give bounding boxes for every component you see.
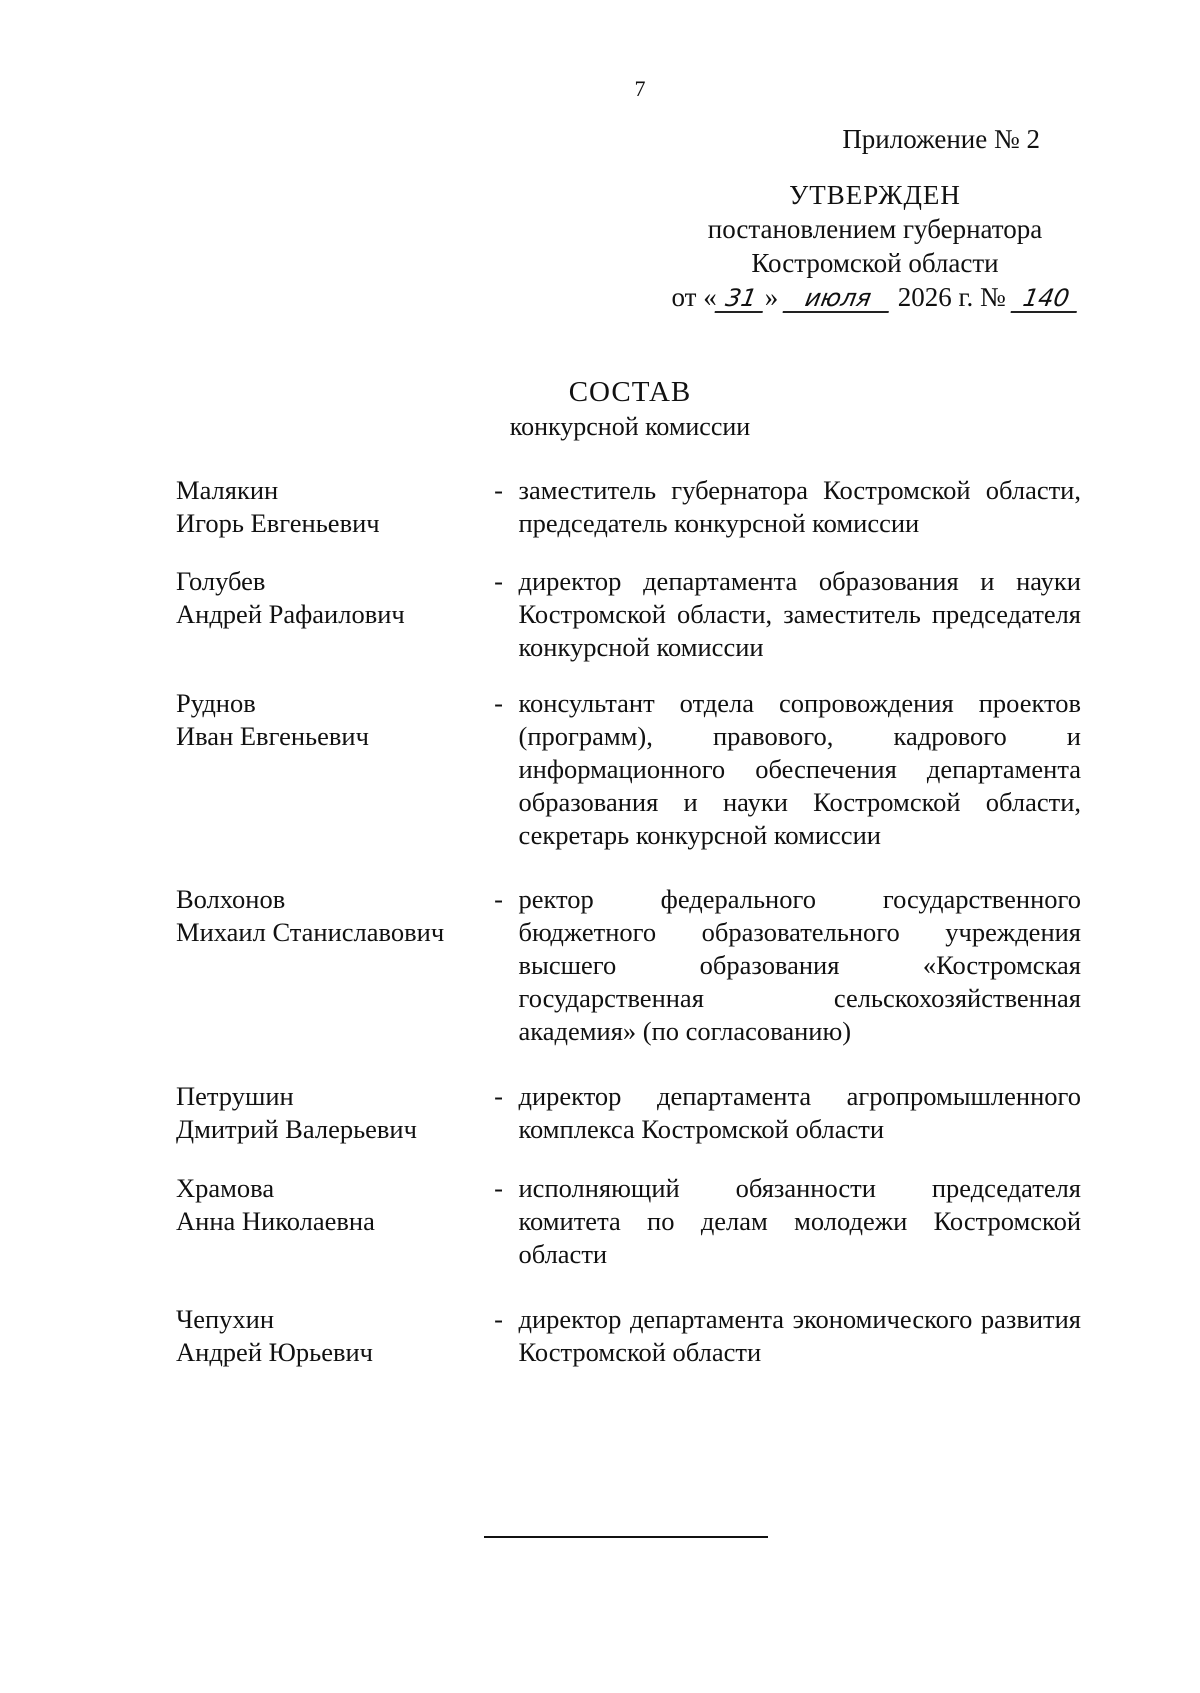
member-dash: - bbox=[494, 566, 503, 596]
member-surname: Чепухин bbox=[176, 1304, 275, 1334]
member-role: исполняющий обязанности председателя комитета по делам молодежи Костромской области bbox=[518, 1173, 1081, 1269]
page-number: 7 bbox=[634, 76, 646, 101]
member-row bbox=[176, 883, 1081, 1048]
member-name bbox=[176, 1303, 475, 1369]
date-prefix: от « bbox=[671, 282, 717, 312]
member-row bbox=[176, 474, 1081, 540]
member-given-names: Иван Евгеньевич bbox=[176, 721, 369, 751]
member-role: директор департамента экономического развития Костромской области bbox=[518, 1304, 1081, 1367]
title-main: СОСТАВ bbox=[568, 376, 692, 408]
member-role: ректор федерального государственного бюджетного образовательного учреждения высшего образования «Костромская государственная сельскохозяйственная академия» (по согласованию) bbox=[518, 884, 1081, 1046]
member-surname: Руднов bbox=[176, 688, 256, 718]
year-text: 2026 г. № bbox=[897, 282, 1006, 312]
member-row bbox=[176, 565, 1081, 664]
member-dash: - bbox=[494, 1173, 503, 1203]
member-role: заместитель губернатора Костромской области, председатель конкурсной комиссии bbox=[518, 475, 1081, 538]
member-row bbox=[176, 1172, 1081, 1271]
member-surname: Петрушин bbox=[176, 1081, 294, 1111]
member-row bbox=[176, 1303, 1081, 1369]
handwritten-day: 31 bbox=[714, 285, 767, 313]
member-given-names: Дмитрий Валерьевич bbox=[176, 1114, 417, 1144]
member-name bbox=[176, 687, 475, 852]
member-dash: - bbox=[494, 1081, 503, 1111]
member-given-names: Андрей Рафаилович bbox=[176, 599, 405, 629]
day-suffix: » bbox=[764, 282, 779, 312]
member-name bbox=[176, 883, 475, 1048]
approval-date-line bbox=[650, 280, 1100, 314]
closing-rule bbox=[484, 1536, 768, 1538]
title-sub: конкурсной комиссии bbox=[509, 412, 751, 441]
member-role: директор департамента образования и науки Костромской области, заместитель председателя конкурсной комиссии bbox=[518, 566, 1081, 662]
member-name bbox=[176, 565, 475, 664]
member-name bbox=[176, 1172, 475, 1271]
member-surname: Волхонов bbox=[176, 884, 286, 914]
handwritten-month: июля bbox=[782, 285, 893, 313]
approval-block bbox=[650, 122, 1100, 314]
member-given-names: Михаил Станиславович bbox=[176, 917, 445, 947]
approved-heading: УТВЕРЖДЕН bbox=[789, 180, 961, 210]
member-given-names: Андрей Юрьевич bbox=[176, 1337, 373, 1367]
approval-line-1: постановлением губернатора bbox=[707, 214, 1043, 244]
appendix-label: Приложение № 2 bbox=[842, 124, 1040, 154]
member-surname: Храмова bbox=[176, 1173, 275, 1203]
member-dash: - bbox=[494, 688, 503, 718]
approval-line-2: Костромской области bbox=[751, 248, 999, 278]
member-role: консультант отдела сопровождения проектов (программ), правового, кадрового и информационного обеспечения департамента образования и науки Костромской области, секретарь конкурсной комиссии bbox=[518, 688, 1081, 850]
member-row bbox=[176, 1080, 1081, 1146]
member-row bbox=[176, 687, 1081, 852]
handwritten-number: 140 bbox=[1010, 285, 1081, 313]
member-given-names: Игорь Евгеньевич bbox=[176, 508, 380, 538]
document-title bbox=[0, 374, 1200, 444]
member-dash: - bbox=[494, 475, 503, 505]
member-dash: - bbox=[494, 1304, 503, 1334]
member-name bbox=[176, 474, 475, 540]
member-role: директор департамента агропромышленного комплекса Костромской области bbox=[518, 1081, 1081, 1144]
member-given-names: Анна Николаевна bbox=[176, 1206, 375, 1236]
member-name bbox=[176, 1080, 475, 1146]
member-surname: Голубев bbox=[176, 566, 266, 596]
member-surname: Малякин bbox=[176, 475, 279, 505]
member-dash: - bbox=[494, 884, 503, 914]
members-list bbox=[176, 474, 1081, 1369]
